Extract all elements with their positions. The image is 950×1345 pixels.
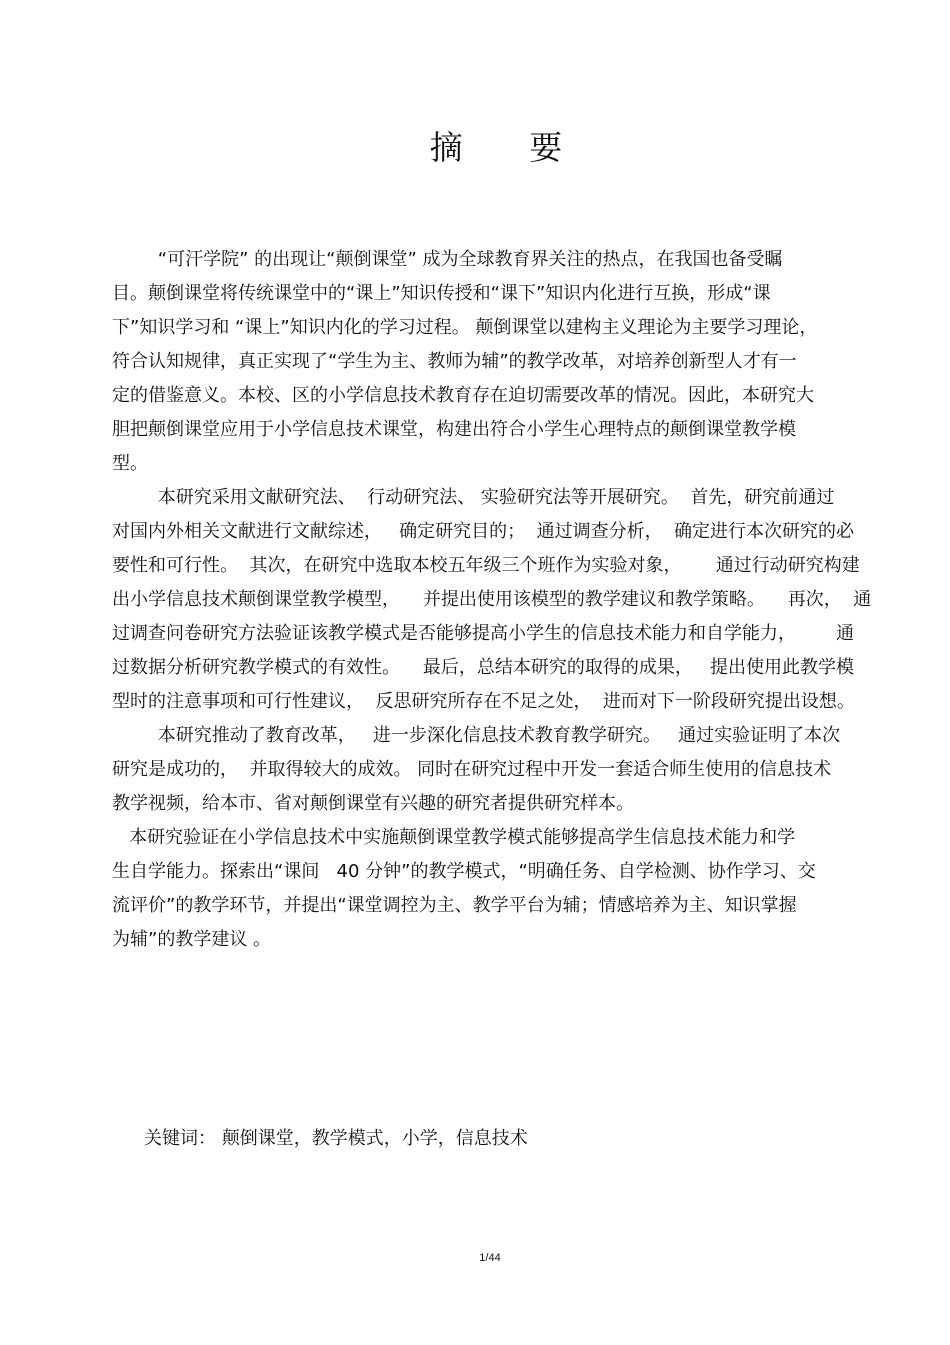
text-line: 流评价”的教学环节，并提出“课堂调控为主、教学平台为辅；情感培养为主、知识掌握 [112, 895, 797, 916]
keywords-line: 关键词： 颠倒课堂，教学模式，小学，信息技术 [144, 1128, 528, 1149]
text-line: 本研究验证在小学信息技术中实施颠倒课堂教学模式能够提高学生信息技术能力和学 [112, 827, 796, 848]
paragraph-1 [112, 243, 857, 481]
text-line: 对国内外相关文献进行文献综述， 确定研究目的； 通过调查分析， 确定进行本次研究的必 [112, 521, 855, 542]
text-line: 过调查问卷研究方法验证该教学模式是否能够提高小学生的信息技术能力和自学能力， 通 [112, 623, 855, 644]
text-line: 胆把颠倒课堂应用于小学信息技术课堂，构建出符合小学生心理特点的颠倒课堂教学模 [112, 419, 796, 440]
text-line: 定的借鉴意义。本校、区的小学信息技术教育存在迫切需要改革的情况。因此，本研究大 [112, 385, 814, 406]
text-line: 生自学能力。探索出“课间 40 分钟”的教学模式，“明确任务、自学检测、协作学习、交 [112, 861, 816, 882]
text-line: 下”知识学习和 “课上”知识内化的学习过程。 颠倒课堂以建构主义理论为主要学习理论， [112, 317, 818, 338]
text-line: 要性和可行性。 其次，在研究中选取本校五年级三个班作为实验对象， 通过行动研究构建 [112, 555, 860, 576]
text-line: 本研究推动了教育改革， 进一步深化信息技术教育教学研究。 通过实验证明了本次 [112, 725, 841, 746]
text-line: 研究是成功的， 并取得较大的成效。 同时在研究过程中开发一套适合师生使用的信息技术 [112, 759, 832, 780]
abstract-body [112, 243, 872, 957]
text-line: “可汗学院” 的出现让“颠倒课堂” 成为全球教育界关注的热点，在我国也备受瞩 [112, 249, 783, 270]
text-line: 本研究采用文献研究法、 行动研究法、 实验研究法等开展研究。 首先，研究前通过 [112, 487, 835, 508]
text-line: 教学视频，给本市、省对颠倒课堂有兴趣的研究者提供研究样本。 [112, 793, 634, 814]
text-line: 为辅”的教学建议 。 [112, 929, 272, 950]
text-line: 目。颠倒课堂将传统课堂中的“课上”知识传授和“课下”知识内化进行互换，形成“课 [112, 283, 771, 304]
text-line: 型。 [112, 453, 148, 474]
page-title: 摘 要 [429, 128, 591, 167]
text-line: 符合认知规律，真正实现了“学生为主、教师为辅”的教学改革，对培养创新型人才有一 [112, 351, 797, 372]
text-line: 型时的注意事项和可行性建议， 反思研究所存在不足之处， 进而对下一阶段研究提出设想。 [112, 691, 855, 712]
paragraph-2 [112, 481, 872, 719]
page-number: 1/44 [479, 1252, 501, 1264]
text-line: 过数据分析研究教学模式的有效性。 最后，总结本研究的取得的成果， 提出使用此教学模 [112, 657, 855, 678]
paragraph-3 [112, 719, 857, 821]
text-line: 出小学信息技术颠倒课堂教学模型， 并提出使用该模型的教学建议和教学策略。 再次， 通 [112, 589, 872, 610]
paragraph-4 [112, 821, 857, 957]
